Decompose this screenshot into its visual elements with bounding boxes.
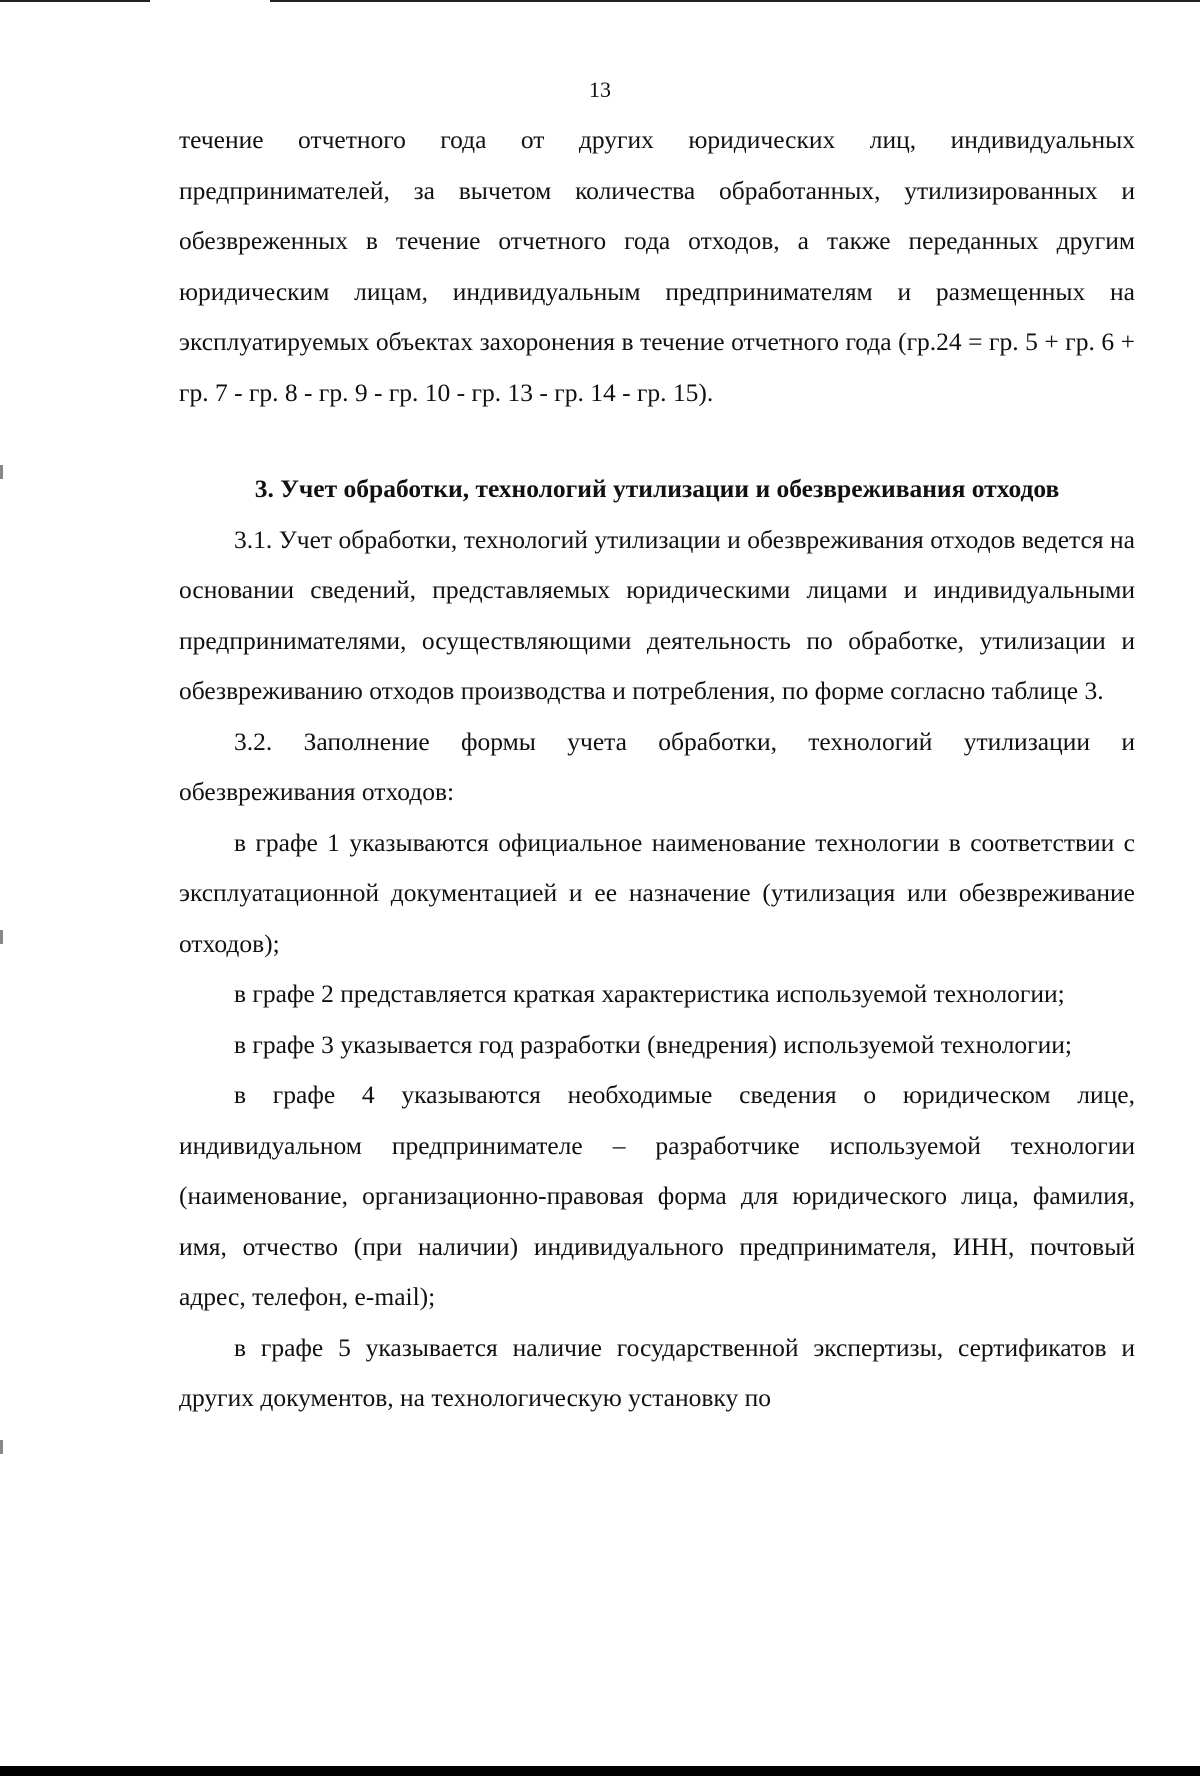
scan-margin-mark [0, 1440, 3, 1454]
column-1-paragraph: в графе 1 указываются официальное наименование технологии в соответствии с эксплуатационной документацией и ее назначение (утилизация или обезвреживание отходов); [179, 827, 1135, 958]
column-4-paragraph: в графе 4 указываются необходимые сведения о юридическом лице, индивидуальном предпринимателе – разработчике используемой технологии (наименование, организационно-правовая форма для юридического лица, фамилия, имя, отчество (при наличии) индивидуального предпринимателя, ИНН, почтовый адрес, телефон, e-mail); [179, 1080, 1135, 1311]
section-heading: 3. Учет обработки, технологий утилизации и обезвреживания отходов [254, 474, 1060, 503]
page-number: 13 [589, 77, 611, 102]
document-body [179, 115, 1135, 1424]
scan-margin-mark [0, 930, 3, 944]
column-3-paragraph: в графе 3 указывается год разработки (внедрения) используемой технологии; [234, 1029, 1073, 1059]
paragraph-3-1: 3.1. Учет обработки, технологий утилизации и обезвреживания отходов ведется на основании сведений, представляемых юридическими лицами и индивидуальными предпринимателями, осуществляющими деятельность по обработке, утилизации и обезвреживанию отходов производства и потребления, по форме согласно таблице 3. [179, 524, 1135, 705]
column-2-paragraph: в графе 2 представляется краткая характеристика используемой технологии; [234, 979, 1065, 1008]
continuation-paragraph: течение отчетного года от других юридических лиц, индивидуальных предпринимателей, за вычетом количества обработанных, утилизированных и обезвреженных в течение отчетного года отходов, а также переданных другим юридическим лицам, индивидуальным предпринимателям и размещенных на эксплуатируемых объектах захоронения в течение отчетного года (гр.24 = гр. 5 + гр. 6 + гр. 7 - гр. 8 - гр. 9 - гр. 10 - гр. 13 - гр. 14 - гр. 15). [179, 125, 1135, 407]
top-scan-border-gap [150, 0, 270, 2]
paragraph-3-2: 3.2. Заполнение формы учета обработки, технологий утилизации и обезвреживания отходов: [179, 726, 1135, 806]
bottom-scan-border [0, 1766, 1200, 1776]
scan-margin-mark [0, 465, 3, 479]
column-5-paragraph: в графе 5 указывается наличие государственной экспертизы, сертификатов и других документов, на технологическую установку по [179, 1332, 1135, 1412]
